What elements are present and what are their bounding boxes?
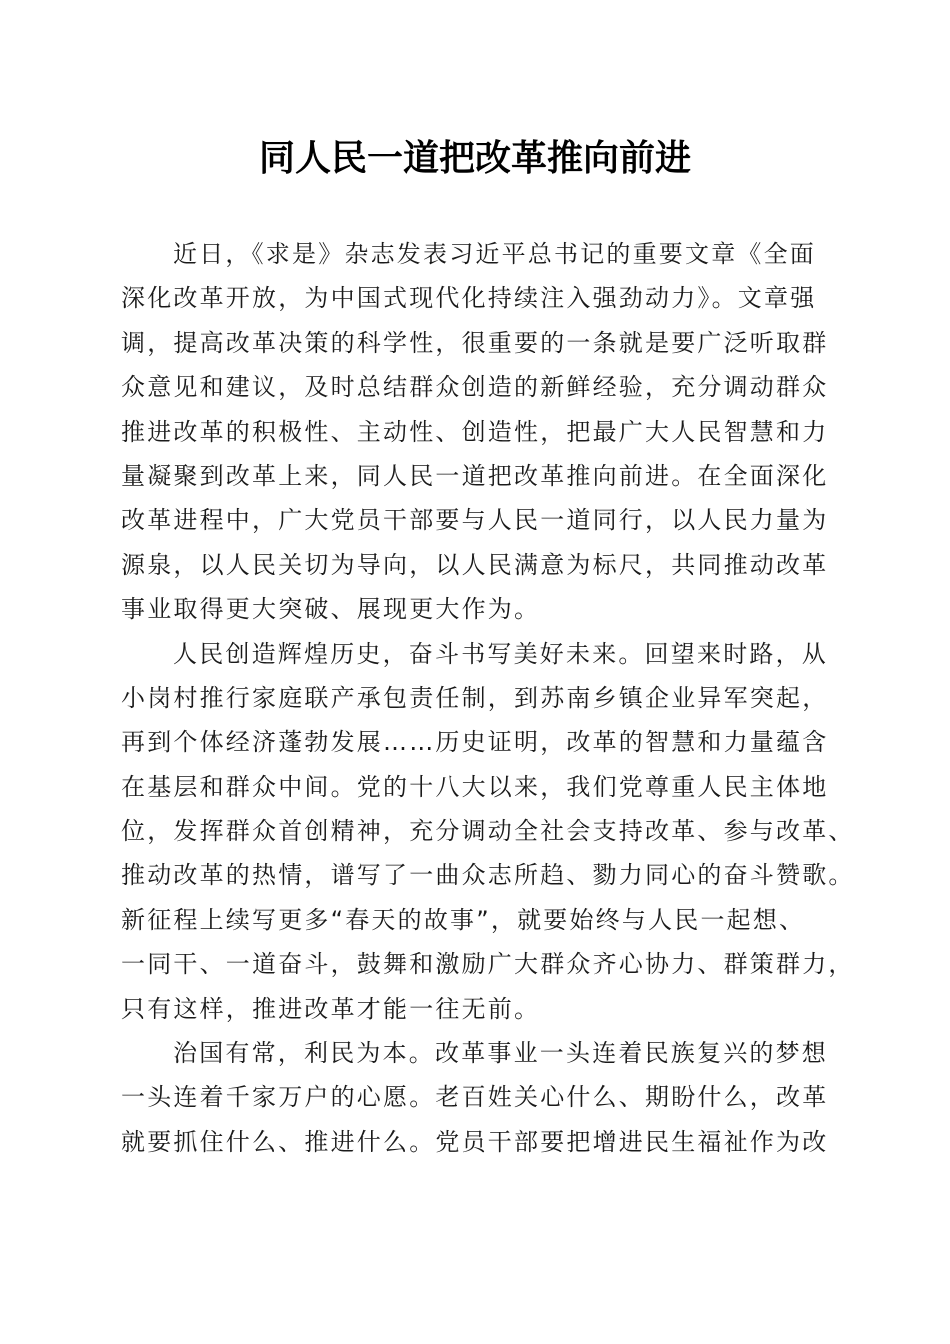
text-line: 位，发挥群众首创精神，充分调动全社会支持改革、参与改革、 bbox=[121, 817, 855, 846]
text-line: 新征程上续写更多“春天的故事”，就要始终与人民一起想、 bbox=[121, 905, 806, 934]
text-line: 众意见和建议，及时总结群众创造的新鲜经验，充分调动群众 bbox=[121, 373, 829, 402]
text-line: 改革进程中，广大党员干部要与人民一道同行，以人民力量为 bbox=[121, 506, 829, 535]
text-line: 推动改革的热情，谱写了一曲众志所趋、勠力同心的奋斗赞歌。 bbox=[121, 861, 855, 890]
text-line: 小岗村推行家庭联产承包责任制，到苏南乡镇企业异军突起， bbox=[121, 683, 829, 712]
text-line: 事业取得更大突破、展现更大作为。 bbox=[121, 595, 541, 624]
paragraph-3 bbox=[121, 1031, 841, 1164]
text-line: 只有这样，推进改革才能一往无前。 bbox=[121, 994, 541, 1023]
text-line: 量凝聚到改革上来，同人民一道把改革推向前进。在全面深化 bbox=[121, 461, 829, 490]
paragraph-2 bbox=[121, 632, 855, 1032]
text-line: 就要抓住什么、推进什么。党员干部要把增进民生福祉作为改 bbox=[121, 1127, 829, 1156]
text-line: 再到个体经济蓬勃发展……历史证明，改革的智慧和力量蕴含 bbox=[121, 728, 829, 757]
text-line: 一同干、一道奋斗，鼓舞和激励广大群众齐心协力、群策群力， bbox=[121, 950, 855, 979]
article-body bbox=[121, 232, 855, 1164]
text-line: 在基层和群众中间。党的十八大以来，我们党尊重人民主体地 bbox=[121, 772, 829, 801]
page-title: 同人民一道把改革推向前进 bbox=[258, 137, 691, 179]
paragraph-1 bbox=[121, 232, 841, 632]
text-line: 深化改革开放，为中国式现代化持续注入强劲动力》。文章强 bbox=[121, 284, 817, 313]
text-line: 治国有常，利民为本。改革事业一头连着民族复兴的梦想 bbox=[173, 1039, 828, 1068]
text-line: 人民创造辉煌历史，奋斗书写美好未来。回望来时路，从 bbox=[173, 639, 828, 668]
text-line: 一头连着千家万户的心愿。老百姓关心什么、期盼什么，改革 bbox=[121, 1083, 829, 1112]
text-line: 推进改革的积极性、主动性、创造性，把最广大人民智慧和力 bbox=[121, 417, 829, 446]
text-line: 近日，《求是》杂志发表习近平总书记的重要文章《全面 bbox=[173, 240, 816, 268]
text-line: 源泉，以人民关切为导向，以人民满意为标尺，共同推动改革 bbox=[121, 550, 829, 579]
text-line: 调，提高改革决策的科学性，很重要的一条就是要广泛听取群 bbox=[121, 328, 829, 357]
